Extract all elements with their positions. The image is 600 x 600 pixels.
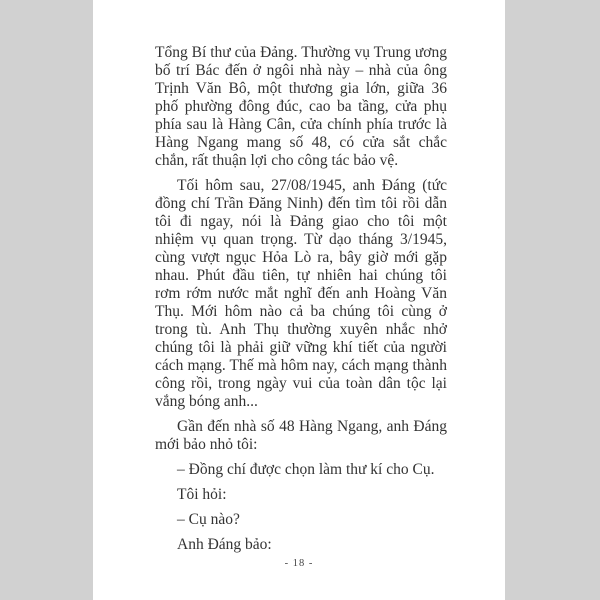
dialogue-line: – Cụ nào?: [177, 511, 240, 528]
page-text: [155, 44, 447, 561]
page-number: - 18 -: [284, 558, 314, 569]
paragraph: Tổng Bí thư của Đảng. Thường vụ Trung ương bố trí Bác đến ở ngôi nhà này – nhà của ông Trịnh Văn Bô, một thương gia lớn, giữa 36 phố phường đông đúc, cao ba tầng, cửa phụ phía sau là Hàng Cân, cửa chính phía trước là Hàng Ngang mang số 48, có cửa sắt chắc chắn, rất thuận lợi cho công tác bảo vệ.: [155, 44, 447, 169]
paragraph: Tối hôm sau, 27/08/1945, anh Đáng (tức đồng chí Trần Đăng Ninh) đến tìm tôi rồi dẫn tôi đi ngay, nói là Đảng giao cho tôi một nhiệm vụ quan trọng. Từ dạo tháng 3/1945, cùng vượt ngục Hỏa Lò ra, bây giờ mới gặp nhau. Phút đầu tiên, tự nhiên hai chúng tôi rơm rớm nước mắt nghĩ đến anh Hoàng Văn Thụ. Mới hôm nào cả ba chúng tôi cùng ở trong tù. Anh Thụ thường xuyên nhắc nhở chúng tôi là phải giữ vững khí tiết của người cách mạng. Thế mà hôm nay, cách mạng thành công rồi, trong ngày vui của toàn dân tộc lại vắng bóng anh...: [155, 177, 447, 410]
paragraph: Anh Đáng bảo:: [177, 536, 272, 553]
book-page: [93, 0, 505, 600]
paragraph: Tôi hỏi:: [177, 486, 227, 503]
dialogue-line: – Đồng chí được chọn làm thư kí cho Cụ.: [177, 461, 435, 478]
paragraph: Gần đến nhà số 48 Hàng Ngang, anh Đáng mới bảo nhỏ tôi:: [155, 418, 447, 453]
